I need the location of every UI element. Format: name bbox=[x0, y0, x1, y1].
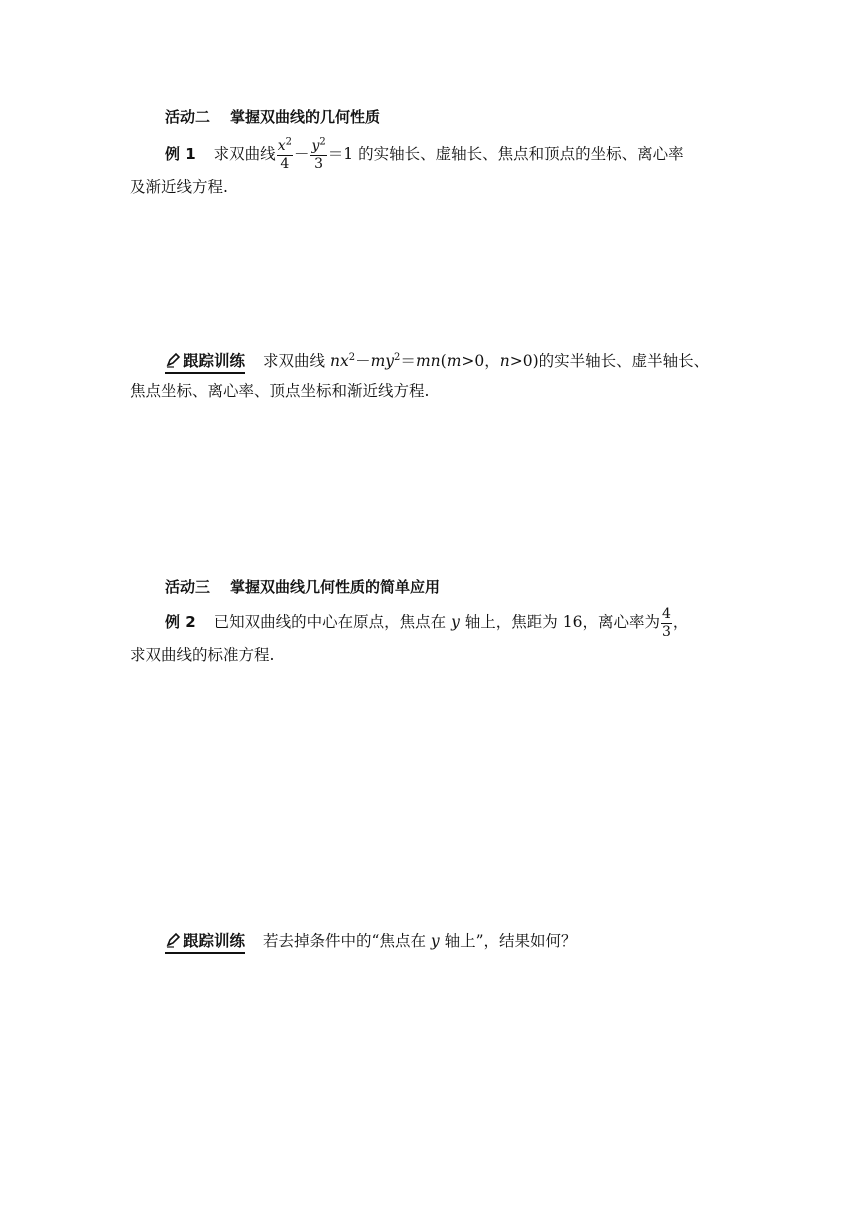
activity2-heading bbox=[130, 102, 740, 132]
track1-label-box bbox=[165, 351, 245, 374]
example2-text-c: ， bbox=[672, 613, 689, 631]
track2-text-b: 轴上”，结果如何？ bbox=[439, 932, 577, 950]
track1-text-b: >0)的实半轴长、虚半轴长、 bbox=[509, 352, 710, 370]
frac-num: 4 bbox=[661, 605, 671, 622]
track-training-1 bbox=[130, 346, 740, 406]
frac1-den: 4 bbox=[280, 155, 290, 172]
pencil-icon bbox=[165, 932, 181, 948]
track1-line1 bbox=[130, 346, 740, 376]
track1-line2: 焦点坐标、离心率、顶点坐标和渐近线方程. bbox=[130, 382, 430, 400]
fraction-x2-over-4 bbox=[277, 135, 293, 173]
example1-line1 bbox=[130, 136, 740, 172]
frac2-num: y bbox=[311, 137, 320, 154]
example1-line2: 及渐近线方程. bbox=[130, 178, 228, 196]
example1 bbox=[130, 136, 740, 202]
minus-sign: － bbox=[293, 145, 310, 163]
var-n-cond: n bbox=[499, 352, 510, 370]
example2-line2: 求双曲线的标准方程. bbox=[130, 646, 275, 664]
example2-label: 例 2 bbox=[165, 613, 196, 631]
fraction-y2-over-3 bbox=[310, 135, 326, 173]
var-y: y bbox=[385, 352, 395, 370]
track2-label: 跟踪训练 bbox=[183, 932, 246, 950]
track1-label: 跟踪训练 bbox=[183, 352, 246, 370]
minus-sign: － bbox=[355, 352, 371, 370]
paren-open: ( bbox=[440, 352, 447, 370]
var-y: y bbox=[451, 613, 460, 631]
activity3-title: 掌握双曲线几何性质的简单应用 bbox=[230, 578, 441, 596]
fraction-4-over-3 bbox=[661, 606, 672, 641]
frac2-den: 3 bbox=[314, 155, 324, 172]
example1-label: 例 1 bbox=[165, 145, 196, 163]
track2-text-a: 若去掉条件中的“焦点在 bbox=[263, 932, 431, 950]
activity2-title: 掌握双曲线的几何性质 bbox=[230, 108, 381, 126]
frac1-exp: 2 bbox=[285, 135, 292, 147]
frac2-exp: 2 bbox=[319, 135, 326, 147]
pencil-icon bbox=[165, 352, 181, 368]
var-n: n bbox=[329, 352, 340, 370]
activity3-heading bbox=[130, 572, 740, 602]
track2-label-box bbox=[165, 931, 245, 954]
example1-text-after: ＝1 的实轴长、虚轴长、焦点和顶点的坐标、离心率 bbox=[327, 145, 684, 163]
frac-den: 3 bbox=[661, 623, 671, 640]
exp-2-b: 2 bbox=[394, 351, 401, 363]
track-training-2 bbox=[130, 926, 740, 956]
example1-text-before: 求双曲线 bbox=[213, 145, 276, 163]
cond-m: >0， bbox=[461, 352, 500, 370]
var-m-cond: m bbox=[446, 352, 462, 370]
var-x: x bbox=[339, 352, 349, 370]
var-m: m bbox=[370, 352, 386, 370]
track2-line1 bbox=[130, 926, 740, 956]
example2 bbox=[130, 604, 740, 670]
activity3-section bbox=[130, 572, 740, 602]
var-y: y bbox=[430, 932, 440, 950]
activity2-title-prefix: 活动二 bbox=[165, 108, 211, 126]
track1-text-a: 求双曲线 bbox=[263, 352, 330, 370]
equals-sign: ＝ bbox=[400, 352, 416, 370]
activity2-section bbox=[130, 102, 740, 132]
activity3-title-prefix: 活动三 bbox=[165, 578, 211, 596]
var-mn: mn bbox=[415, 352, 441, 370]
frac1-num: x bbox=[277, 137, 286, 154]
example2-text-a: 已知双曲线的中心在原点，焦点在 bbox=[213, 613, 452, 631]
example2-line1 bbox=[130, 604, 740, 640]
exp-2-a: 2 bbox=[348, 351, 356, 363]
example2-text-b: 轴上，焦距为 16，离心率为 bbox=[459, 613, 660, 631]
